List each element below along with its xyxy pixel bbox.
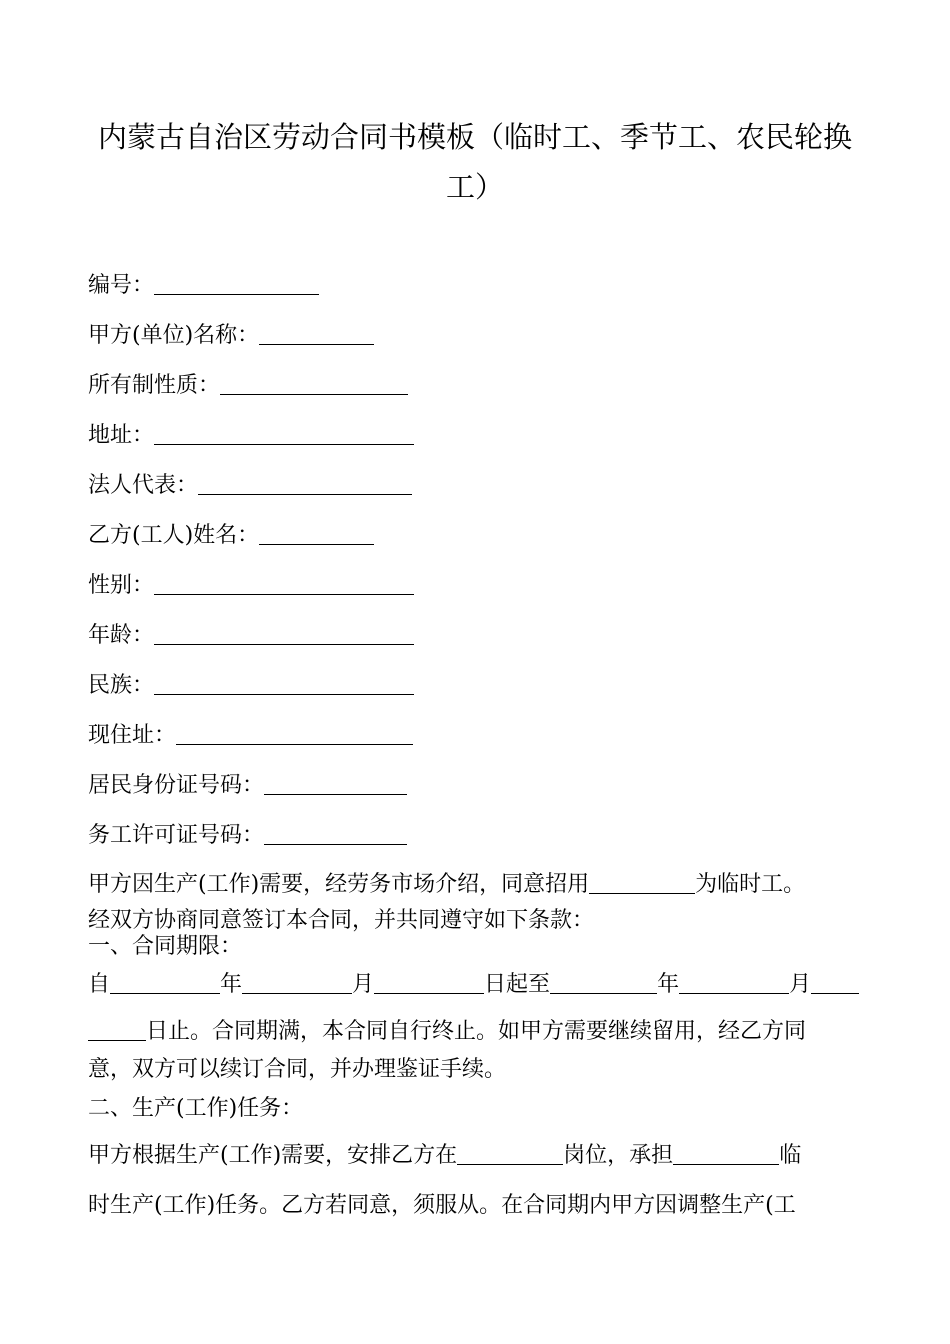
- blank-line: [811, 971, 859, 994]
- section-1-heading: 一、合同期限：: [88, 934, 243, 959]
- intro-text: 为临时工。: [695, 872, 806, 897]
- intro-line-2: 经双方协商同意签订本合同，并共同遵守如下条款：: [88, 908, 595, 933]
- blank-line: [457, 1142, 563, 1165]
- blank-line: [259, 322, 374, 345]
- term-text: 日起至: [484, 972, 551, 997]
- field-label: 务工许可证号码：: [88, 823, 265, 848]
- field-label: 编号：: [88, 273, 155, 298]
- field-age: [88, 621, 414, 651]
- blank-line: [550, 971, 657, 994]
- blank-line: [154, 272, 319, 295]
- task-text: 岗位，承担: [563, 1143, 674, 1168]
- intro-text: 甲方因生产(工作)需要，经劳务市场介绍，同意招用: [88, 872, 590, 897]
- field-party-a-name: [88, 321, 374, 351]
- field-label: 所有制性质：: [88, 373, 221, 398]
- blank-line: [154, 422, 414, 445]
- field-id-number: [88, 771, 407, 801]
- blank-line: [176, 722, 413, 745]
- term-text: 日止。合同期满，本合同自行终止。如甲方需要继续留用，经乙方同: [146, 1019, 807, 1044]
- field-label: 地址：: [88, 423, 155, 448]
- blank-line: [220, 372, 408, 395]
- blank-line: [110, 971, 220, 994]
- blank-line: [264, 822, 407, 845]
- term-text: 年: [220, 972, 243, 997]
- blank-line: [589, 871, 695, 894]
- blank-line: [198, 472, 412, 495]
- blank-line: [679, 971, 789, 994]
- field-ownership-type: [88, 371, 408, 401]
- document-title-line-2: 工）: [445, 170, 504, 204]
- blank-line: [88, 1018, 146, 1041]
- intro-line-1: [88, 870, 805, 900]
- blank-line: [673, 1142, 779, 1165]
- blank-line: [154, 622, 414, 645]
- task-text: 甲方根据生产(工作)需要，安排乙方在: [88, 1143, 458, 1168]
- blank-line: [374, 971, 484, 994]
- field-party-b-name: [88, 521, 374, 551]
- document-title-line-1: 内蒙古自治区劳动合同书模板（临时工、季节工、农民轮换: [97, 120, 852, 154]
- field-label: 民族：: [88, 673, 155, 698]
- blank-line: [264, 772, 407, 795]
- field-current-address: [88, 721, 413, 751]
- field-label: 年龄：: [88, 623, 155, 648]
- field-label: 现住址：: [88, 723, 177, 748]
- field-label: 性别：: [88, 573, 155, 598]
- task-line-2: 时生产(工作)任务。乙方若同意，须服从。在合同期内甲方因调整生产(工: [88, 1193, 796, 1218]
- field-label: 法人代表：: [88, 473, 199, 498]
- field-contract-number: [88, 271, 319, 301]
- blank-line: [154, 572, 414, 595]
- term-text: 月: [789, 972, 812, 997]
- field-legal-representative: [88, 471, 412, 501]
- field-work-permit-number: [88, 821, 407, 851]
- contract-term-line-3: 意，双方可以续订合同，并办理鉴证手续。: [88, 1057, 507, 1082]
- field-ethnicity: [88, 671, 414, 701]
- blank-line: [242, 971, 352, 994]
- contract-term-line-2: [88, 1017, 806, 1047]
- field-address: [88, 421, 414, 451]
- term-text: 自: [88, 972, 111, 997]
- field-label: 乙方(工人)姓名：: [88, 523, 260, 548]
- field-gender: [88, 571, 414, 601]
- term-text: 年: [657, 972, 680, 997]
- field-label: 居民身份证号码：: [88, 773, 265, 798]
- term-text: 月: [352, 972, 375, 997]
- section-2-heading: 二、生产(工作)任务：: [88, 1096, 304, 1121]
- contract-term-line: [88, 970, 859, 1000]
- field-label: 甲方(单位)名称：: [88, 323, 260, 348]
- task-line-1: [88, 1141, 801, 1171]
- blank-line: [259, 522, 374, 545]
- task-text: 临: [779, 1143, 802, 1168]
- blank-line: [154, 672, 414, 695]
